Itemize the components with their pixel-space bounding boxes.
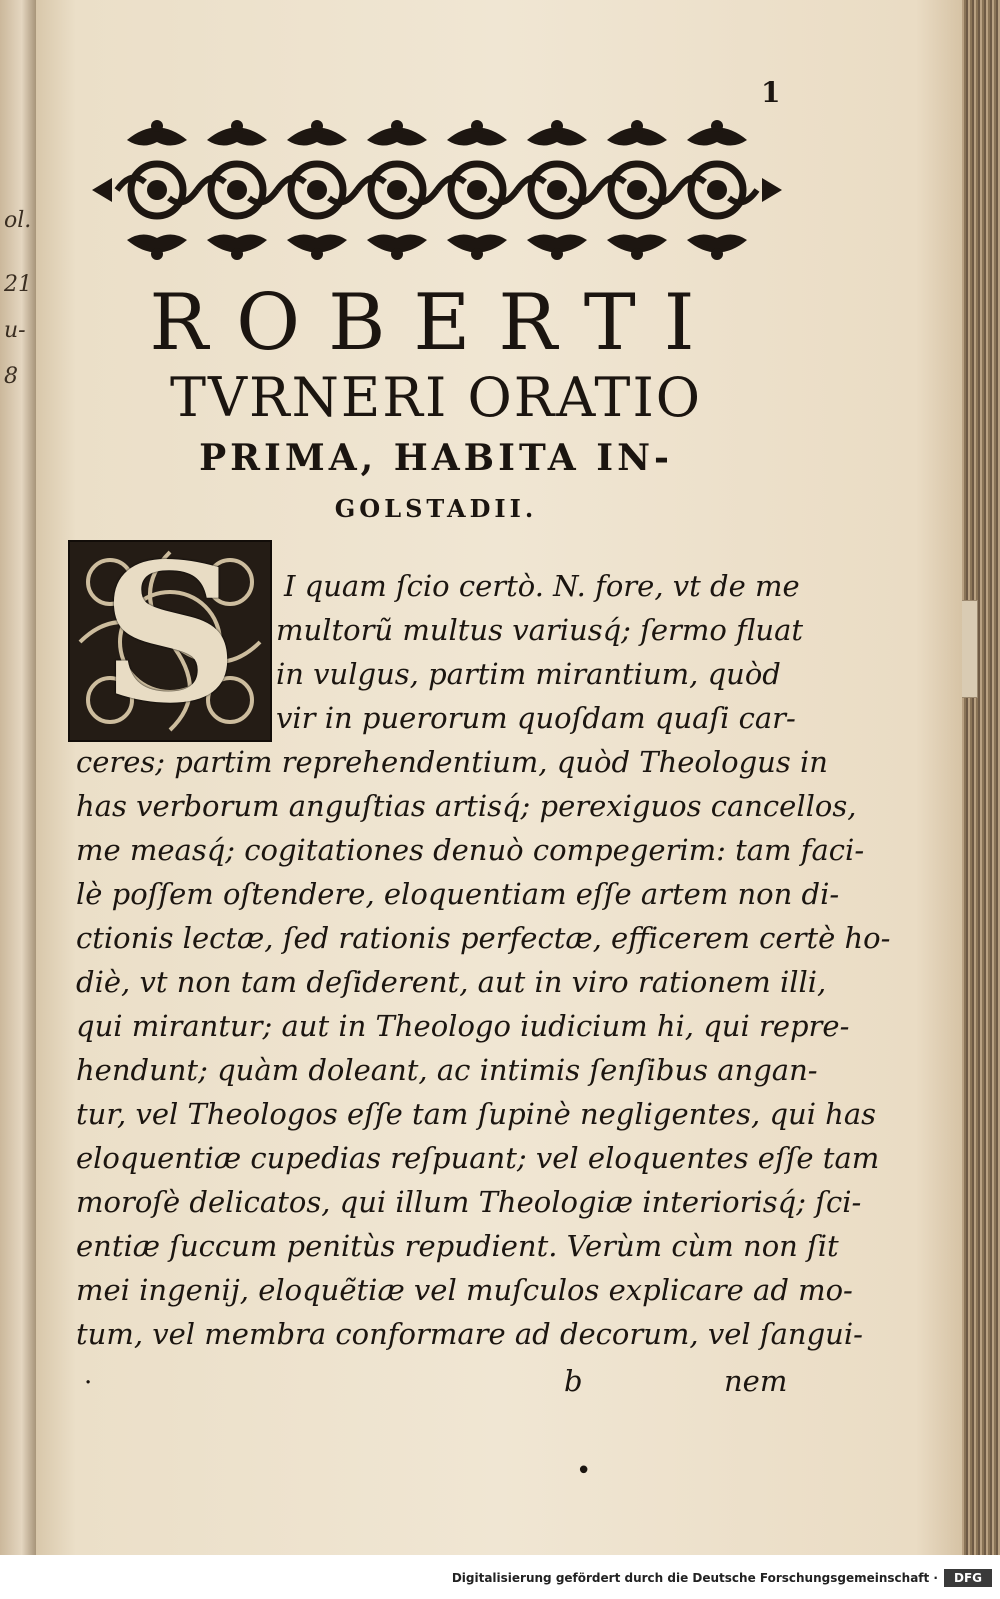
text-line: hendunt; quàm doleant, ac intimis ſenſibus angan-	[76, 1053, 818, 1087]
text-line: ctionis lectæ, ſed rationis perfectæ, efficerem certè ho-	[76, 921, 891, 955]
text-line: qui mirantur; aut in Theologo iudicium hi, qui repre-	[76, 1009, 850, 1043]
stray-mark: ·	[84, 1368, 93, 1398]
margin-note: u-	[4, 318, 26, 343]
text-line: vir in puerorum quoſdam quaſi car-	[276, 701, 796, 735]
text-line: multorũ multus variusq́; ſermo fluat	[276, 613, 804, 647]
initial-letter: S	[101, 522, 239, 745]
credit-bar	[0, 1555, 1000, 1599]
text-line: mei ingenij, eloquẽtiæ vel muſculos explicare ad mo-	[76, 1273, 853, 1307]
text-line: diè, vt non tam deſiderent, aut in viro rationem illi,	[76, 965, 827, 999]
book-page	[36, 0, 962, 1555]
signature-mark: b	[564, 1364, 583, 1398]
digitization-credit: Digitalisierung gefördert durch die Deutsche Forschungsgemeinschaft ·	[451, 1571, 938, 1585]
text-line: has verborum anguſtias artisq́; perexiguos cancellos,	[76, 789, 857, 823]
stray-mark: •	[576, 1456, 592, 1486]
text-line: lè poſſem oſtendere, eloquentiam eſſe artem non di-	[76, 877, 840, 911]
title-line-2: TVRNERI ORATIO	[169, 366, 703, 429]
title-line-4: GOLSTADII.	[334, 494, 538, 523]
margin-note: ol.	[4, 208, 32, 233]
page-number: 1	[761, 76, 781, 109]
dfg-logo: DFG	[944, 1569, 992, 1587]
text-line: entiæ ſuccum penitùs repudient. Verùm cùm non ſit	[76, 1229, 839, 1263]
margin-note: 8	[4, 364, 18, 389]
title-line-1: ROBERTI	[149, 278, 723, 368]
text-line: in vulgus, partim mirantium, quòd	[276, 657, 781, 691]
title-line-3: PRIMA, HABITA IN-	[199, 437, 673, 479]
text-line: ceres; partim reprehendentium, quòd Theologus in	[76, 745, 828, 779]
decorated-initial	[68, 522, 272, 745]
text-line: I quam ſcio certò. N. fore, vt de me	[284, 569, 800, 603]
catchword: nem	[724, 1364, 788, 1398]
text-line: tum, vel membra conformare ad decorum, vel ſangui-	[76, 1317, 863, 1351]
previous-page-edge	[0, 0, 36, 1555]
page-stack-edge	[960, 0, 1000, 1555]
text-line: moroſè delicatos, qui illum Theologiæ interiorisq́; ſci-	[76, 1185, 862, 1219]
ornamental-headpiece	[92, 120, 782, 260]
text-line: eloquentiæ cupedias reſpuant; vel eloquentes eſſe tam	[76, 1141, 880, 1175]
text-line: me measq́; cogitationes denuò compegerim: tam faci-	[76, 833, 865, 867]
text-line: tur, vel Theologos eſſe tam ſupinè negligentes, qui has	[76, 1097, 877, 1131]
margin-note: 21	[4, 272, 32, 297]
